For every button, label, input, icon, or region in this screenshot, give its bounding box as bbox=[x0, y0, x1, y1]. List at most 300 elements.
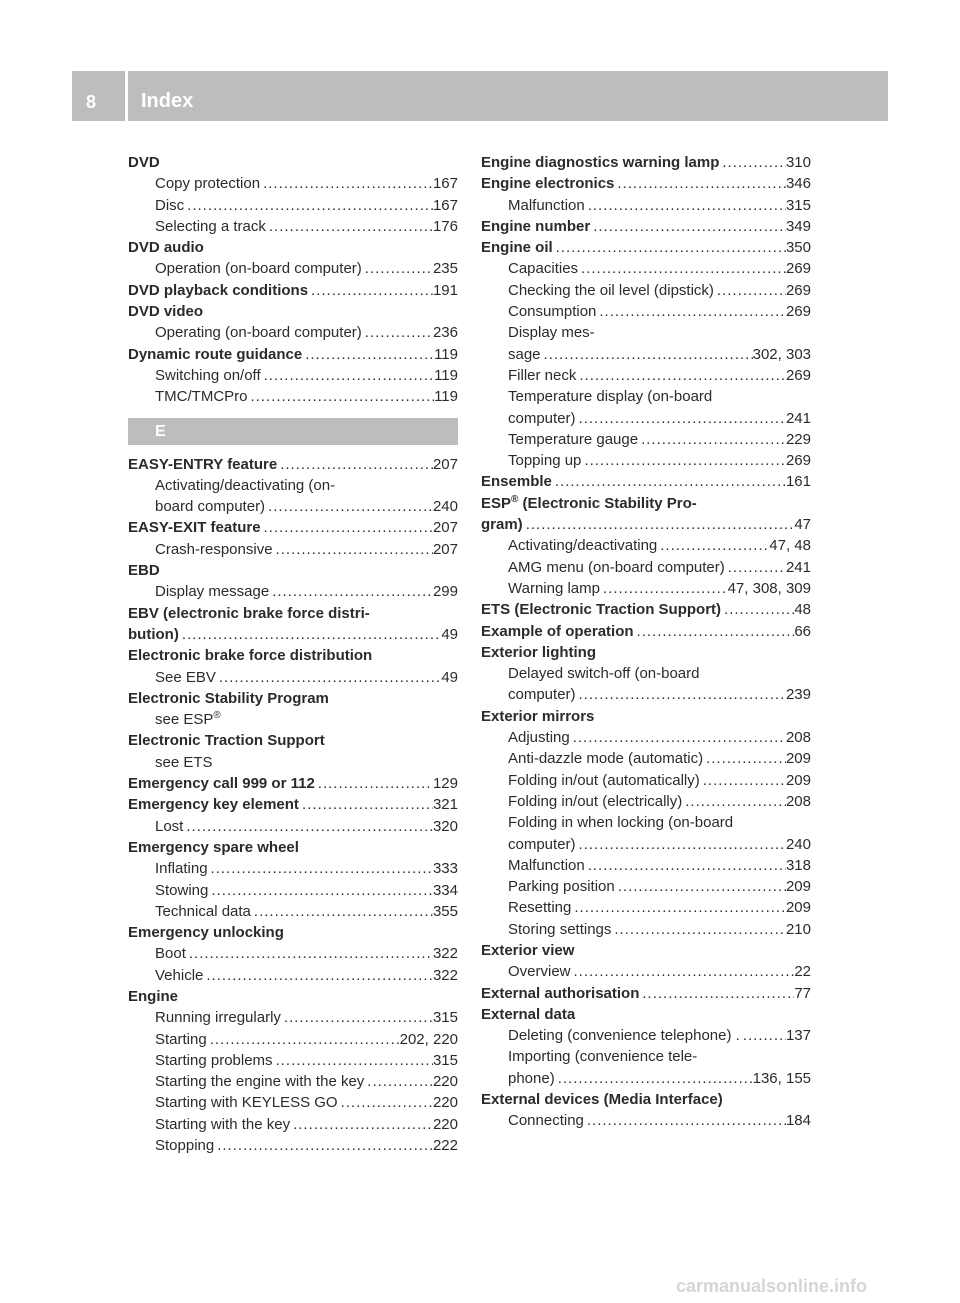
index-entry bbox=[128, 922, 458, 943]
entry-text bbox=[508, 665, 699, 682]
entry-label: Importing (convenience tele- bbox=[508, 1048, 698, 1066]
page-reference[interactable]: 269 bbox=[785, 452, 811, 470]
index-entry bbox=[128, 1114, 458, 1135]
page-reference[interactable]: 236 bbox=[432, 324, 458, 342]
entry-text bbox=[508, 408, 576, 429]
entry-label: Temperature gauge bbox=[508, 430, 639, 448]
entry-label: EASY-EXIT feature bbox=[128, 519, 261, 537]
page-reference[interactable]: 229 bbox=[785, 430, 811, 448]
index-entry bbox=[481, 897, 811, 918]
entry-label: Engine oil bbox=[481, 239, 553, 257]
page-reference[interactable]: 315 bbox=[432, 1009, 458, 1027]
index-entry bbox=[128, 688, 458, 709]
page-reference[interactable]: 161 bbox=[785, 473, 811, 491]
entry-label: Electronic Stability Program bbox=[128, 689, 329, 707]
page-reference[interactable]: 269 bbox=[785, 260, 811, 278]
page-reference[interactable]: 349 bbox=[785, 217, 811, 235]
index-entry bbox=[481, 748, 811, 769]
index-entry bbox=[481, 514, 811, 535]
page-reference[interactable]: 321 bbox=[432, 796, 458, 814]
index-entry bbox=[128, 195, 458, 216]
index-entry bbox=[128, 943, 458, 964]
index-entry bbox=[128, 152, 458, 173]
page-reference[interactable]: 137 bbox=[785, 1027, 811, 1045]
entry-label: Operating (on-board computer) bbox=[155, 324, 362, 342]
entry-label: Storing settings bbox=[508, 920, 612, 938]
leader-dots bbox=[571, 897, 786, 918]
index-entry bbox=[128, 301, 458, 322]
index-entry bbox=[128, 1050, 458, 1071]
entry-text bbox=[481, 1091, 723, 1108]
entry-label: Folding in/out (automatically) bbox=[508, 771, 700, 789]
leader-dots bbox=[611, 919, 786, 940]
entry-label: bution) bbox=[128, 625, 179, 643]
entry-text bbox=[508, 855, 585, 876]
index-entry bbox=[481, 812, 811, 833]
page-reference[interactable]: 318 bbox=[785, 856, 811, 874]
index-entry bbox=[481, 216, 811, 237]
leader-dots bbox=[338, 1092, 433, 1113]
page-reference[interactable]: 209 bbox=[785, 750, 811, 768]
entry-text bbox=[481, 514, 523, 535]
leader-dots bbox=[571, 961, 795, 982]
leader-dots bbox=[208, 880, 433, 901]
leader-dots bbox=[299, 794, 433, 815]
entry-text bbox=[481, 942, 574, 959]
entry-label: Temperature display (on-board bbox=[508, 388, 713, 406]
page-reference[interactable]: 235 bbox=[432, 260, 458, 278]
entry-text bbox=[508, 897, 571, 918]
page-reference[interactable]: 119 bbox=[434, 366, 458, 384]
index-entry bbox=[481, 1068, 811, 1089]
index-entry bbox=[128, 386, 458, 407]
index-entry bbox=[481, 471, 811, 492]
page-reference[interactable]: 191 bbox=[432, 281, 458, 299]
index-entry bbox=[481, 855, 811, 876]
entry-text bbox=[481, 708, 594, 725]
entry-label: phone) bbox=[508, 1069, 555, 1087]
page-reference[interactable]: 302, 303 bbox=[752, 345, 811, 363]
entry-label: Parking position bbox=[508, 878, 615, 896]
entry-label: Deleting (convenience telephone) . bbox=[508, 1027, 740, 1045]
page-reference[interactable]: 207 bbox=[432, 540, 458, 558]
entry-label-continued: (Electronic Stability Pro- bbox=[518, 494, 697, 512]
leader-dots bbox=[208, 858, 433, 879]
entry-text bbox=[508, 324, 595, 341]
watermark: carmanualsonline.info bbox=[676, 1276, 868, 1296]
page-reference[interactable]: 220 bbox=[432, 1094, 458, 1112]
entry-label: Example of operation bbox=[481, 622, 634, 640]
entry-text bbox=[128, 924, 284, 941]
entry-text bbox=[155, 965, 203, 986]
leader-dots bbox=[576, 365, 786, 386]
index-column-left bbox=[128, 152, 458, 1156]
entry-label: Copy protection bbox=[155, 175, 261, 193]
leader-dots bbox=[248, 386, 435, 407]
index-entry bbox=[128, 539, 458, 560]
page-reference[interactable]: 22 bbox=[794, 963, 811, 981]
entry-label: Starting with the key bbox=[155, 1115, 291, 1133]
entry-label: Disc bbox=[155, 196, 185, 214]
index-entry bbox=[128, 475, 458, 496]
entry-label: Switching on/off bbox=[155, 366, 261, 384]
leader-dots bbox=[265, 496, 433, 517]
entry-text bbox=[128, 647, 372, 664]
entry-label: Consumption bbox=[508, 303, 597, 321]
page-reference[interactable]: 209 bbox=[785, 899, 811, 917]
entry-label: gram) bbox=[481, 516, 523, 534]
page-reference[interactable]: 47, 48 bbox=[769, 537, 811, 555]
leader-dots bbox=[183, 816, 433, 837]
page-reference[interactable]: 241 bbox=[785, 409, 811, 427]
header-separator bbox=[125, 71, 128, 121]
index-entry bbox=[481, 578, 811, 599]
leader-dots bbox=[657, 535, 769, 556]
page-reference[interactable]: 220 bbox=[432, 1073, 458, 1091]
entry-text bbox=[155, 216, 266, 237]
leader-dots bbox=[179, 624, 442, 645]
entry-text bbox=[481, 983, 639, 1004]
entry-text bbox=[128, 988, 178, 1005]
leader-dots bbox=[203, 965, 433, 986]
entry-label: Dynamic route guidance bbox=[128, 345, 303, 363]
entry-label: computer) bbox=[508, 686, 576, 704]
leader-dots bbox=[740, 1025, 786, 1046]
entry-text bbox=[508, 727, 570, 748]
index-entry bbox=[481, 961, 811, 982]
page-reference[interactable]: 167 bbox=[432, 175, 458, 193]
page-reference[interactable]: 222 bbox=[432, 1137, 458, 1155]
page-reference[interactable]: 49 bbox=[441, 668, 458, 686]
entry-label: computer) bbox=[508, 835, 576, 853]
leader-dots bbox=[552, 471, 786, 492]
entry-text bbox=[128, 624, 179, 645]
entry-label: Vehicle bbox=[155, 966, 204, 984]
page-reference[interactable]: 208 bbox=[785, 729, 811, 747]
page-reference[interactable]: 269 bbox=[785, 366, 811, 384]
entry-label: DVD bbox=[128, 154, 160, 171]
entry-text bbox=[155, 539, 273, 560]
leader-dots bbox=[216, 667, 441, 688]
leader-dots bbox=[585, 195, 786, 216]
index-entry bbox=[481, 557, 811, 578]
entry-text bbox=[508, 834, 576, 855]
index-entry bbox=[128, 1029, 458, 1050]
index-entry bbox=[128, 280, 458, 301]
page-reference[interactable]: 320 bbox=[432, 817, 458, 835]
page-reference[interactable]: 167 bbox=[432, 196, 458, 214]
page-reference[interactable]: 322 bbox=[432, 945, 458, 963]
index-entry bbox=[481, 1025, 811, 1046]
index-entry bbox=[481, 663, 811, 684]
entry-text bbox=[508, 1110, 584, 1131]
leader-dots bbox=[302, 344, 434, 365]
index-entry bbox=[128, 624, 458, 645]
index-entry bbox=[128, 454, 458, 475]
index-entry bbox=[481, 684, 811, 705]
entry-label: Anti-dazzle mode (automatic) bbox=[508, 750, 704, 768]
index-entry bbox=[128, 560, 458, 581]
page-reference[interactable]: 129 bbox=[432, 775, 458, 793]
entry-label: Technical data bbox=[155, 902, 251, 920]
leader-dots bbox=[273, 539, 433, 560]
entry-label: Inflating bbox=[155, 860, 208, 878]
index-entry bbox=[128, 816, 458, 837]
entry-text bbox=[128, 732, 325, 749]
leader-dots bbox=[251, 901, 433, 922]
page-reference[interactable]: 209 bbox=[785, 878, 811, 896]
entry-text bbox=[481, 237, 553, 258]
index-entry bbox=[128, 1135, 458, 1156]
page-reference[interactable]: 355 bbox=[432, 902, 458, 920]
entry-text bbox=[508, 961, 571, 982]
entry-text bbox=[155, 943, 186, 964]
page-reference[interactable]: 207 bbox=[432, 519, 458, 537]
entry-text bbox=[155, 816, 183, 837]
entry-label: Folding in/out (electrically) bbox=[508, 792, 683, 810]
index-entry bbox=[128, 1071, 458, 1092]
leader-dots bbox=[186, 943, 433, 964]
page-reference[interactable]: 239 bbox=[785, 686, 811, 704]
entry-label: Malfunction bbox=[508, 856, 585, 874]
entry-text bbox=[481, 216, 590, 237]
entry-label: Display message bbox=[155, 583, 270, 601]
entry-label: Adjusting bbox=[508, 729, 570, 747]
index-entry bbox=[481, 876, 811, 897]
index-entry bbox=[128, 581, 458, 602]
page-reference[interactable]: 346 bbox=[785, 175, 811, 193]
entry-label: Operation (on-board computer) bbox=[155, 260, 362, 278]
page-reference[interactable]: 202, 220 bbox=[399, 1030, 458, 1048]
entry-label: DVD playback conditions bbox=[128, 281, 309, 299]
entry-label: Activating/deactivating bbox=[508, 537, 658, 555]
entry-label: Starting bbox=[155, 1030, 207, 1048]
entry-text bbox=[508, 748, 703, 769]
entry-label: Warning lamp bbox=[508, 579, 600, 597]
entry-label: ESP bbox=[481, 494, 512, 512]
page-reference[interactable]: 350 bbox=[785, 239, 811, 257]
index-entry bbox=[128, 752, 458, 773]
entry-text bbox=[155, 173, 260, 194]
entry-text bbox=[508, 365, 576, 386]
page-reference[interactable]: 136, 155 bbox=[752, 1069, 811, 1087]
index-entry bbox=[481, 599, 811, 620]
page-reference[interactable]: 220 bbox=[432, 1115, 458, 1133]
page-reference[interactable]: 240 bbox=[432, 498, 458, 516]
index-entry bbox=[481, 1089, 811, 1110]
leader-dots bbox=[614, 173, 786, 194]
index-entry bbox=[481, 237, 811, 258]
leader-dots bbox=[184, 195, 433, 216]
entry-label: Topping up bbox=[508, 452, 582, 470]
entry-label: Electronic brake force distribution bbox=[128, 647, 373, 665]
index-entry bbox=[128, 730, 458, 751]
entry-text bbox=[508, 876, 615, 897]
entry-text bbox=[508, 1048, 697, 1065]
entry-text bbox=[508, 1068, 555, 1089]
index-entry bbox=[128, 858, 458, 879]
index-entry bbox=[128, 901, 458, 922]
leader-dots bbox=[584, 1110, 786, 1131]
index-entry bbox=[481, 280, 811, 301]
leader-dots bbox=[682, 791, 786, 812]
entry-text bbox=[155, 386, 248, 407]
page-reference[interactable]: 47, 308, 309 bbox=[727, 579, 811, 597]
page-reference[interactable]: 299 bbox=[432, 583, 458, 601]
entry-label: Emergency key element bbox=[128, 796, 299, 814]
entry-text bbox=[128, 454, 277, 475]
page-reference[interactable]: 334 bbox=[432, 881, 458, 899]
entry-text bbox=[155, 754, 213, 771]
page-reference[interactable]: 209 bbox=[785, 771, 811, 789]
section-title: Index bbox=[141, 90, 194, 112]
entry-label: Emergency spare wheel bbox=[128, 838, 299, 856]
index-entry bbox=[128, 880, 458, 901]
index-entry bbox=[481, 258, 811, 279]
page-reference[interactable]: 310 bbox=[785, 154, 811, 171]
page-reference[interactable]: 119 bbox=[434, 345, 458, 363]
index-entry bbox=[481, 1004, 811, 1025]
leader-dots bbox=[578, 258, 786, 279]
entry-text bbox=[481, 173, 614, 194]
entry-text bbox=[155, 1071, 364, 1092]
entry-label: Ensemble bbox=[481, 473, 552, 491]
page-reference[interactable]: 333 bbox=[432, 860, 458, 878]
index-entry bbox=[128, 645, 458, 666]
leader-dots bbox=[555, 1068, 753, 1089]
entry-label: Engine number bbox=[481, 217, 591, 235]
index-entry bbox=[481, 770, 811, 791]
page-reference[interactable]: 184 bbox=[785, 1112, 811, 1130]
leader-dots bbox=[634, 621, 795, 642]
page-reference[interactable]: 47 bbox=[794, 516, 811, 534]
leader-dots bbox=[261, 517, 433, 538]
header-bar bbox=[72, 71, 888, 121]
entry-label: Resetting bbox=[508, 899, 572, 917]
entry-label: EBD bbox=[128, 562, 160, 580]
leader-dots bbox=[523, 514, 795, 535]
page-reference[interactable]: 241 bbox=[785, 558, 811, 576]
leader-dots bbox=[585, 855, 786, 876]
entry-label: Starting with KEYLESS GO bbox=[155, 1094, 338, 1112]
leader-dots bbox=[261, 365, 434, 386]
entry-label: Display mes- bbox=[508, 324, 595, 342]
entry-text bbox=[155, 1029, 207, 1050]
entry-text bbox=[128, 303, 203, 320]
index-entry bbox=[128, 258, 458, 279]
entry-text bbox=[155, 1092, 338, 1113]
entry-text bbox=[128, 517, 261, 538]
index-entry bbox=[128, 603, 458, 624]
page-reference[interactable]: 48 bbox=[794, 601, 811, 619]
page-reference[interactable]: 49 bbox=[441, 625, 458, 643]
page-reference[interactable]: 210 bbox=[785, 920, 811, 938]
page-reference[interactable]: 315 bbox=[785, 196, 811, 214]
entry-text bbox=[155, 711, 221, 728]
index-entry bbox=[481, 706, 811, 727]
index-entry bbox=[128, 986, 458, 1007]
entry-text bbox=[508, 919, 611, 940]
leader-dots bbox=[714, 280, 786, 301]
registered-mark: ® bbox=[213, 710, 221, 722]
index-entry bbox=[481, 386, 811, 407]
entry-text bbox=[155, 322, 362, 343]
leader-dots bbox=[214, 1135, 433, 1156]
index-entry bbox=[481, 535, 811, 556]
entry-label: EBV (electronic brake force distri- bbox=[128, 604, 370, 622]
entry-text bbox=[128, 239, 204, 256]
entry-text bbox=[155, 258, 362, 279]
entry-label: Emergency unlocking bbox=[128, 924, 284, 942]
leader-dots bbox=[581, 450, 786, 471]
entry-text bbox=[155, 1114, 290, 1135]
page-reference[interactable]: 269 bbox=[785, 281, 811, 299]
entry-label: see ETS bbox=[155, 753, 213, 771]
entry-text bbox=[508, 814, 733, 831]
leader-dots bbox=[576, 408, 786, 429]
entries-e-continued bbox=[481, 152, 811, 1132]
leader-dots bbox=[362, 258, 433, 279]
entry-text bbox=[508, 535, 657, 556]
index-entry bbox=[128, 794, 458, 815]
leader-dots bbox=[364, 1071, 433, 1092]
entry-text bbox=[128, 690, 329, 707]
entry-label: Stowing bbox=[155, 881, 209, 899]
entry-label: computer) bbox=[508, 409, 576, 427]
entry-label: Emergency call 999 or 112 bbox=[128, 775, 315, 793]
entry-label: see ESP bbox=[155, 711, 214, 729]
leader-dots bbox=[615, 876, 786, 897]
page-reference[interactable]: 208 bbox=[785, 792, 811, 810]
entry-label: DVD audio bbox=[128, 239, 204, 257]
page-reference[interactable]: 240 bbox=[785, 835, 811, 853]
leader-dots bbox=[596, 301, 786, 322]
index-entry bbox=[128, 709, 458, 730]
page-reference[interactable]: 77 bbox=[794, 984, 811, 1002]
entry-label: See EBV bbox=[155, 668, 216, 686]
entries-e bbox=[128, 454, 458, 1157]
entry-text bbox=[128, 154, 160, 171]
page-reference[interactable]: 315 bbox=[432, 1051, 458, 1069]
entry-text bbox=[155, 1007, 281, 1028]
entry-label: Exterior view bbox=[481, 941, 575, 959]
page-reference[interactable]: 269 bbox=[785, 303, 811, 321]
leader-dots bbox=[600, 578, 728, 599]
page-reference[interactable]: 119 bbox=[434, 388, 458, 406]
entry-text bbox=[508, 770, 700, 791]
entry-label: Exterior mirrors bbox=[481, 707, 595, 725]
entry-text bbox=[128, 773, 315, 794]
page-reference[interactable]: 207 bbox=[432, 455, 458, 473]
entry-text bbox=[128, 794, 299, 815]
index-entry bbox=[128, 216, 458, 237]
entry-label: Electronic Traction Support bbox=[128, 732, 325, 750]
index-entry bbox=[128, 837, 458, 858]
page-reference[interactable]: 322 bbox=[432, 966, 458, 984]
page-reference[interactable]: 176 bbox=[432, 217, 458, 235]
entry-text bbox=[481, 644, 596, 661]
entry-label: External data bbox=[481, 1005, 576, 1023]
leader-dots bbox=[281, 1007, 433, 1028]
entry-label: Starting the engine with the key bbox=[155, 1073, 365, 1091]
index-entry bbox=[481, 983, 811, 1004]
entry-text bbox=[508, 450, 581, 471]
entry-text bbox=[508, 301, 596, 322]
entry-label: External devices (Media Interface) bbox=[481, 1091, 723, 1109]
index-entry bbox=[128, 773, 458, 794]
leader-dots bbox=[719, 152, 786, 173]
page-reference[interactable]: 66 bbox=[794, 622, 811, 640]
